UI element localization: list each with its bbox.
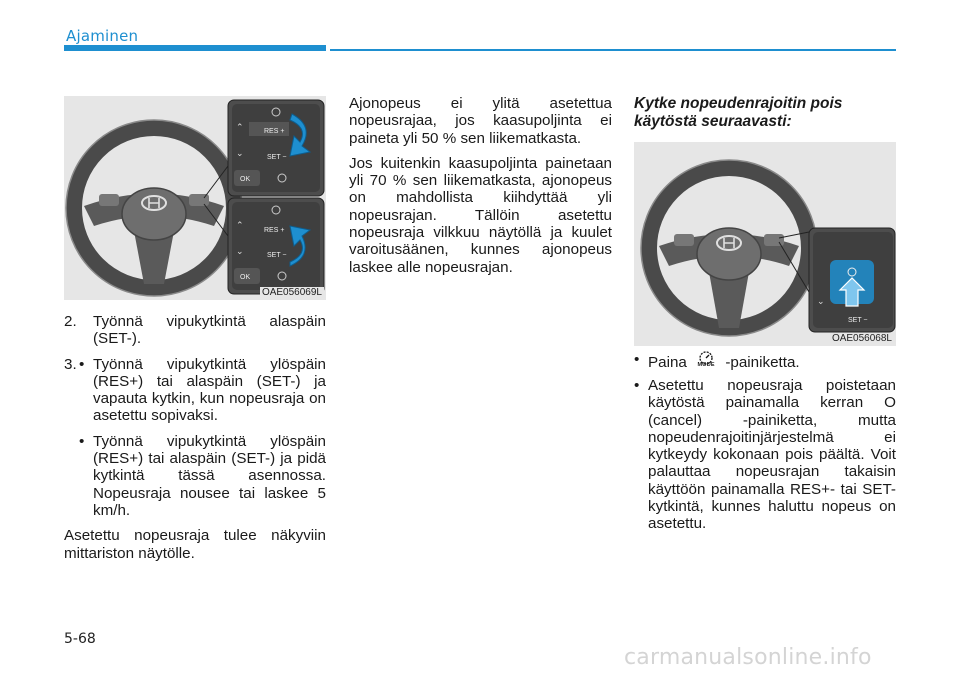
svg-text:RES +: RES + bbox=[264, 128, 285, 135]
steering-wheel-illustration-1 bbox=[64, 96, 326, 300]
bullet-text-pre: Paina bbox=[648, 354, 687, 371]
svg-text:SET −: SET − bbox=[848, 317, 868, 324]
svg-text:⌄: ⌄ bbox=[817, 297, 825, 307]
paragraph-1: Ajonopeus ei ylitä asetettua nopeusrajaa, jos kaasupoljinta ei paineta yli 50 % sen liikematkasta. bbox=[349, 95, 612, 147]
bullet: • bbox=[634, 351, 640, 368]
page-number: 5-68 bbox=[64, 631, 96, 647]
bullet-item-1 bbox=[634, 351, 896, 373]
bullet-text: Asetettu nopeusraja poistetaan käytöstä painamalla kerran O (cancel) -painiketta, mutta nopeudenrajoitinjärjestelmä ei kytkeydy kokonaan pois päältä. Voit palauttaa nopeusrajan takaisin käyttöön painamalla RES+- tai SET-kytkintä, kunnes haluttu nopeus on asetettu. bbox=[648, 377, 896, 533]
figure-code: OAE056068L bbox=[831, 333, 892, 344]
column-1 bbox=[64, 313, 326, 570]
bullet: • bbox=[634, 377, 640, 394]
svg-text:SET −: SET − bbox=[267, 252, 287, 259]
sub-text: Työnnä vipukytkintä ylöspäin (RES+) tai alaspäin (SET-) ja vapauta kytkin, kun nopeusraja on asetettu sopivaksi. bbox=[93, 355, 326, 425]
section-heading: Kytke nopeudenrajoitin pois käytöstä seuraavasti: bbox=[634, 95, 843, 130]
paragraph-2: Jos kuitenkin kaasupoljinta painetaan yli 70 % sen liikematkasta, ajonopeus on mahdollista kiihdyttää yli nopeusrajan. Tällöin asetettu nopeusraja vilkkuu näytöllä ja kuulet varoitusäänen, kunnes ajonopeus laskee alle nopeusrajan. bbox=[349, 154, 612, 276]
bullet-text-post: -painiketta. bbox=[725, 354, 800, 371]
header-rule-thin bbox=[330, 49, 896, 51]
step-3-sub-1 bbox=[79, 356, 326, 425]
svg-text:RES +: RES + bbox=[264, 227, 285, 234]
step-text: Työnnä vipukytkintä alaspäin (SET-). bbox=[93, 313, 326, 348]
bullet: • bbox=[79, 432, 85, 450]
watermark: carmanualsonline.info bbox=[624, 645, 872, 670]
figure-code: OAE056069L bbox=[261, 287, 322, 298]
header-rule-thick bbox=[64, 45, 326, 51]
svg-text:⌃: ⌃ bbox=[236, 123, 244, 133]
svg-text:⌄: ⌄ bbox=[236, 247, 244, 257]
svg-text:⌃: ⌃ bbox=[236, 221, 244, 231]
step-2 bbox=[64, 313, 326, 348]
bullet: • bbox=[79, 355, 85, 373]
column-3 bbox=[634, 95, 896, 535]
bullet-item-2 bbox=[634, 377, 896, 533]
step-number: 2. bbox=[64, 313, 77, 330]
svg-text:SET −: SET − bbox=[267, 154, 287, 161]
closing-paragraph: Asetettu nopeusraja tulee näkyviin mittariston näytölle. bbox=[64, 527, 326, 562]
mode-button-icon bbox=[694, 351, 718, 373]
column-2 bbox=[349, 95, 612, 284]
step-number: 3. bbox=[64, 355, 77, 373]
steering-wheel-figure-1 bbox=[64, 96, 326, 300]
svg-text:⌄: ⌄ bbox=[236, 149, 244, 159]
step-3-sub-2 bbox=[79, 433, 326, 519]
step-3 bbox=[64, 356, 326, 520]
svg-text:OK: OK bbox=[240, 176, 251, 183]
mode-label: MODE bbox=[697, 361, 715, 368]
svg-text:OK: OK bbox=[240, 274, 251, 281]
section-title: Ajaminen bbox=[66, 27, 139, 45]
sub-text: Työnnä vipukytkintä ylöspäin (RES+) tai alaspäin (SET-) ja pidä kytkintä tässä asennossa. Nopeusraja nousee tai laskee 5 km/h. bbox=[93, 432, 326, 519]
